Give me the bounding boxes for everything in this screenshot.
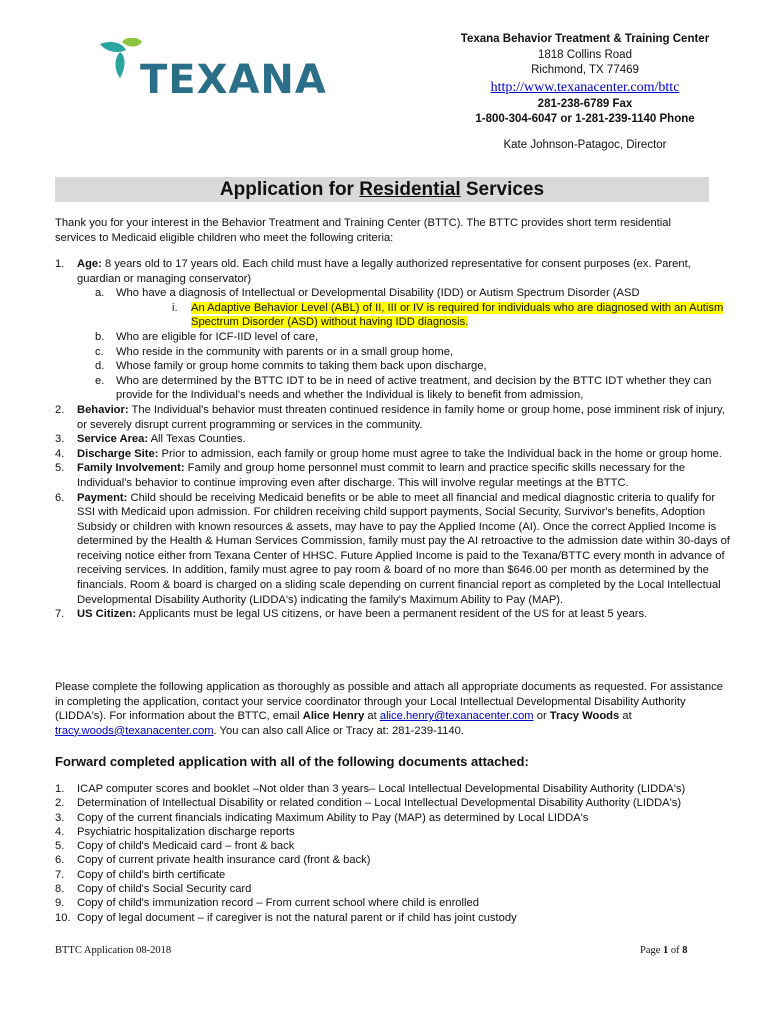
subitem-text: Who are eligible for ICF-IID level of care, xyxy=(116,330,319,343)
page-label: Page xyxy=(640,945,664,956)
phone-number: 1-800-304-6047 or 1-281-239-1140 Phone xyxy=(475,113,695,125)
contact-name-alice: Alice Henry xyxy=(302,710,365,723)
email-link-tracy[interactable]: tracy.woods@texanacenter.com xyxy=(55,724,214,737)
page-total: 8 xyxy=(682,945,688,956)
document-text: Copy of child's birth certificate xyxy=(77,868,226,881)
document-item xyxy=(55,853,735,867)
document-item xyxy=(55,868,735,882)
item-number: 10. xyxy=(55,911,71,924)
address-line-1: 1818 Collins Road xyxy=(538,48,632,61)
criteria-item xyxy=(55,257,735,286)
document-text: Psychiatric hospitalization discharge reports xyxy=(77,825,295,838)
fax-number: 281-238-6789 Fax xyxy=(537,97,633,110)
contact-text: Please complete the following application as thoroughly as possible and attach all appropriate documents as requested. For assistance in completing the application, contact your service coordinator through your Local Intellectual Developmental Disability Authority (LIDDA's). For information about the BTTC, email xyxy=(55,681,723,723)
document-item xyxy=(55,882,735,896)
item-number: a. xyxy=(95,287,105,300)
criteria-subsubitem xyxy=(55,301,735,330)
criteria-item xyxy=(55,607,735,622)
document-text: ICAP computer scores and booklet –Not older than 3 years– Local Intellectual Developmental Disability Authority (LIDDA's) xyxy=(77,783,686,795)
item-number: 5. xyxy=(55,462,65,475)
criteria-item xyxy=(55,461,735,490)
item-number: 3. xyxy=(55,433,65,446)
criteria-text: The Individual's behavior must threaten continued residence in family home or group home, pose imminent risk of injury, or severely disrupt current programming or services in the community. xyxy=(77,403,725,431)
item-number: 1. xyxy=(55,258,65,270)
contact-text: at xyxy=(364,710,380,723)
document-text: Copy of legal document – if caregiver is not the natural parent or if child has joint custody xyxy=(77,911,517,924)
contact-text: at xyxy=(619,710,632,723)
director-name: Kate Johnson-Patagoc, Director xyxy=(503,138,667,151)
criteria-text: All Texas Counties. xyxy=(148,433,246,446)
subitem-text: Who are determined by the BTTC IDT to be in need of active treatment, and decision by the BTTC IDT whether they can provide for the Individual's needs and whether the Individual is likely to benefit from admission, xyxy=(116,374,712,402)
criteria-item xyxy=(55,491,735,608)
document-text: Copy of child's Medicaid card – front & back xyxy=(77,840,295,853)
item-number: 4. xyxy=(55,447,65,460)
forward-heading: Forward completed application with all of the following documents attached: xyxy=(55,754,529,769)
criteria-list xyxy=(55,257,735,622)
item-number: 7. xyxy=(55,608,65,621)
document-item xyxy=(55,911,735,925)
org-name: Texana Behavior Treatment & Training Center xyxy=(460,33,710,45)
criteria-text: Applicants must be legal US citizens, or have been a permanent resident of the US for at least 5 years. xyxy=(136,608,648,621)
document-item xyxy=(55,839,735,853)
criteria-label: Family Involvement: xyxy=(77,462,185,475)
item-number: d. xyxy=(95,360,105,373)
document-text: Copy of child's immunization record – From current school where child is enrolled xyxy=(77,897,479,910)
logo-wordmark: TEXANA xyxy=(140,57,327,103)
criteria-label: Payment: xyxy=(77,491,128,504)
organization-info xyxy=(430,32,740,153)
item-number: b. xyxy=(95,330,105,343)
criteria-label: US Citizen: xyxy=(77,608,137,621)
highlighted-text: An Adaptive Behavior Level (ABL) of II, III or IV is required for individuals who are diagnosed with an Autism Spectrum Disorder (ASD) without having IDD diagnosis. xyxy=(191,301,724,329)
subitem-text: Whose family or group home commits to taking them back upon discharge, xyxy=(116,360,487,373)
subitem-text: Who have a diagnosis of Intellectual or Developmental Disability (IDD) or Autism Spectrum Disorder (ASD xyxy=(116,287,640,300)
document-text: Determination of Intellectual Disability or related condition – Local Intellectual Developmental Disability Authority (LIDDA's) xyxy=(77,797,682,810)
criteria-label: Discharge Site: xyxy=(77,447,159,460)
document-text: Copy of current private health insurance card (front & back) xyxy=(77,854,371,867)
criteria-item xyxy=(55,447,735,462)
criteria-subitem xyxy=(55,286,735,301)
document-text: Copy of the current financials indicating Maximum Ability to Pay (MAP) as determined by Local LIDDA's xyxy=(77,811,589,824)
criteria-text: Child should be receiving Medicaid benefits or be able to meet all financial and medical diagnostic criteria to qualify for SSI with Medicaid upon admission. For children receiving child support payments, Social Security, Survivor's benefits, Adoption Subsidy or children with known resources & assets, may have to pay the Applied Income (AI). Once the correct Applied Income is determined by the Health & Human Services Commission, family must pay the AI retroactive to the admission date within 30-days of receiving notice either from Texana Center of HHSC. Future Applied Income is paid to the Texana/BTTC every month in advance of receiving services. In addition, family must agree to pay room & board of no more than $646.00 per month as determined by the financials. Room & board is charged on a sliding scale depending on current financial report as completed by the Local Intellectual Developmental Disability Authority (LIDDA's) indicating the family's Maximum Ability to Pay (MAP). xyxy=(77,491,730,606)
email-link-alice[interactable]: alice.henry@texanacenter.com xyxy=(379,710,534,723)
page-title xyxy=(55,178,709,202)
criteria-label: Service Area: xyxy=(77,433,149,446)
criteria-label: Age: xyxy=(77,258,102,270)
item-number: c. xyxy=(95,345,104,358)
title-text-before: Application for xyxy=(219,179,360,200)
criteria-text: Prior to admission, each family or group home must agree to take the Individual back in the home or group home. xyxy=(158,447,722,460)
subitem-text: Who reside in the community with parents or in a small group home, xyxy=(116,345,454,358)
website-link[interactable]: http://www.texanacenter.com/bttc xyxy=(490,79,680,95)
documents-list xyxy=(55,782,735,925)
footer-page-number xyxy=(640,945,688,956)
page-current: 1 xyxy=(663,945,669,956)
item-number: 6. xyxy=(55,491,65,504)
document-text: Copy of child's Social Security card xyxy=(77,883,252,896)
criteria-item xyxy=(55,432,735,447)
criteria-subitem xyxy=(55,359,735,374)
item-number: 1. xyxy=(55,783,65,795)
contact-text: or xyxy=(533,710,550,723)
criteria-subitem xyxy=(55,330,735,345)
document-item xyxy=(55,825,735,839)
contact-text: . You can also call Alice or Tracy at: 281-239-1140. xyxy=(213,724,464,737)
title-text-underlined: Residential xyxy=(359,179,461,200)
criteria-item xyxy=(55,403,735,432)
item-number: 4. xyxy=(55,825,65,838)
item-number: 3. xyxy=(55,811,65,824)
item-number: 8. xyxy=(55,883,65,896)
criteria-label: Behavior: xyxy=(77,403,129,416)
item-number: 6. xyxy=(55,854,65,867)
address-line-2: Richmond, TX 77469 xyxy=(531,64,639,76)
document-item xyxy=(55,782,735,796)
document-item xyxy=(55,896,735,910)
item-number: 9. xyxy=(55,897,65,910)
page-of: of xyxy=(668,945,683,956)
criteria-subitem xyxy=(55,345,735,360)
intro-paragraph: Thank you for your interest in the Behavior Treatment and Training Center (BTTC). The BTTC provides short term residential services to Medicaid eligible children who meet the following criteria: xyxy=(55,217,671,244)
item-number: 2. xyxy=(55,797,65,810)
item-number: 7. xyxy=(55,868,65,881)
criteria-text: 8 years old to 17 years old. Each child must have a legally authorized representative for consent purposes (ex. Parent, guardian or managing conservator) xyxy=(77,258,691,285)
title-text-after: Services xyxy=(460,179,545,200)
item-number: i. xyxy=(172,301,178,314)
item-number: 2. xyxy=(55,403,65,416)
document-item xyxy=(55,811,735,825)
item-number: 5. xyxy=(55,840,65,853)
criteria-subitem xyxy=(55,374,735,403)
contact-paragraph xyxy=(55,680,725,738)
document-item xyxy=(55,796,735,810)
contact-name-tracy: Tracy Woods xyxy=(549,710,620,723)
footer-form-version: BTTC Application 08-2018 xyxy=(55,945,172,956)
item-number: e. xyxy=(95,374,105,387)
criteria-text: Family and group home personnel must commit to learn and practice specific skills necessary for the Individual's behavior to continue improving even after discharge. This will involve regular meetings at the BTTC. xyxy=(77,462,686,489)
